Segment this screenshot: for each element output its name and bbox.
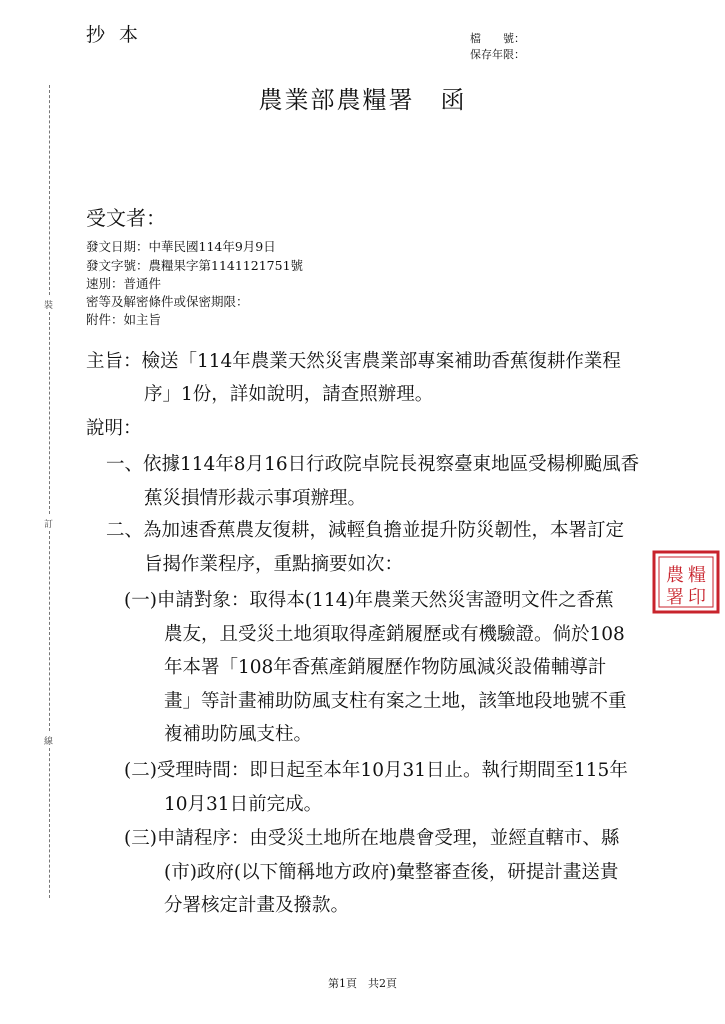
sub-1-line-4: 畫」等計畫補助防風支柱有案之土地，該筆地段地號不重	[164, 691, 627, 712]
sub-1-line-3: 年本署「108年香蕉產銷履歷作物防風減災設備輔導計	[164, 657, 607, 678]
item-2-line-2: 旨揭作業程序，重點摘要如次：	[144, 554, 404, 575]
subject-line-2: 序」1份，詳如說明，請查照辦理。	[144, 384, 434, 405]
file-number-label: 檔 號：	[470, 32, 525, 45]
document-title: 農業部農糧署 函	[258, 86, 467, 114]
copy-mark: 抄本	[86, 24, 153, 46]
subject-line-1: 主旨：檢送「114年農業天然災害農業部專案補助香蕉復耕作業程	[86, 351, 621, 372]
sub-1-line-2: 農友，且受災土地須取得產銷履歷或有機驗證。倘於108	[164, 624, 625, 645]
sub-3-line-3: 分署核定計畫及撥款。	[164, 895, 350, 916]
margin-char-order: 訂	[44, 520, 54, 530]
item-2-line-1: 二、為加速香蕉農友復耕，減輕負擔並提升防災韌性，本署訂定	[106, 520, 625, 541]
svg-text:署: 署	[666, 587, 684, 608]
item-1-line-2: 蕉災損情形裁示事項辦理。	[144, 488, 367, 509]
binding-line	[49, 531, 51, 731]
sub-2-line-2: 10月31日前完成。	[164, 794, 323, 815]
binding-line	[49, 312, 51, 514]
item-1-line-1: 一、依據114年8月16日行政院卓院長視察臺東地區受楊柳颱風香	[106, 454, 640, 475]
explanation-heading: 說明：	[86, 418, 142, 439]
retention-label: 保存年限：	[470, 48, 525, 61]
sub-3-line-1: (三)申請程序：由受災土地所在地農會受理，並經直轄市、縣	[124, 828, 620, 849]
svg-text:農: 農	[666, 565, 684, 586]
recipient-label: 受文者：	[86, 206, 166, 230]
sub-1-line-5: 複補助防風支柱。	[164, 724, 313, 745]
margin-char-line: 線	[44, 737, 54, 747]
issue-date: 發文日期：中華民國114年9月9日	[86, 239, 276, 254]
binding-line	[49, 85, 51, 295]
binding-line	[49, 748, 51, 898]
secrecy-level: 密等及解密條件或保密期限：	[86, 294, 249, 309]
svg-text:印: 印	[688, 587, 706, 608]
official-seal-stamp	[650, 548, 720, 616]
sub-2-line-1: (二)受理時間：即日起至本年10月31日止。執行期間至115年	[124, 760, 628, 781]
page-number: 第1頁 共2頁	[328, 977, 397, 990]
margin-char-bind: 裝	[44, 301, 54, 311]
svg-text:糧: 糧	[688, 565, 706, 586]
sub-1-line-1: (一)申請對象：取得本(114)年農業天然災害證明文件之香蕉	[124, 590, 614, 611]
document-number: 發文字號：農糧果字第1141121751號	[86, 258, 304, 273]
delivery-speed: 速別：普通件	[86, 276, 162, 291]
attachment: 附件：如主旨	[86, 312, 162, 327]
sub-3-line-2: (市)政府(以下簡稱地方政府)彙整審查後，研提計畫送貴	[164, 862, 619, 883]
